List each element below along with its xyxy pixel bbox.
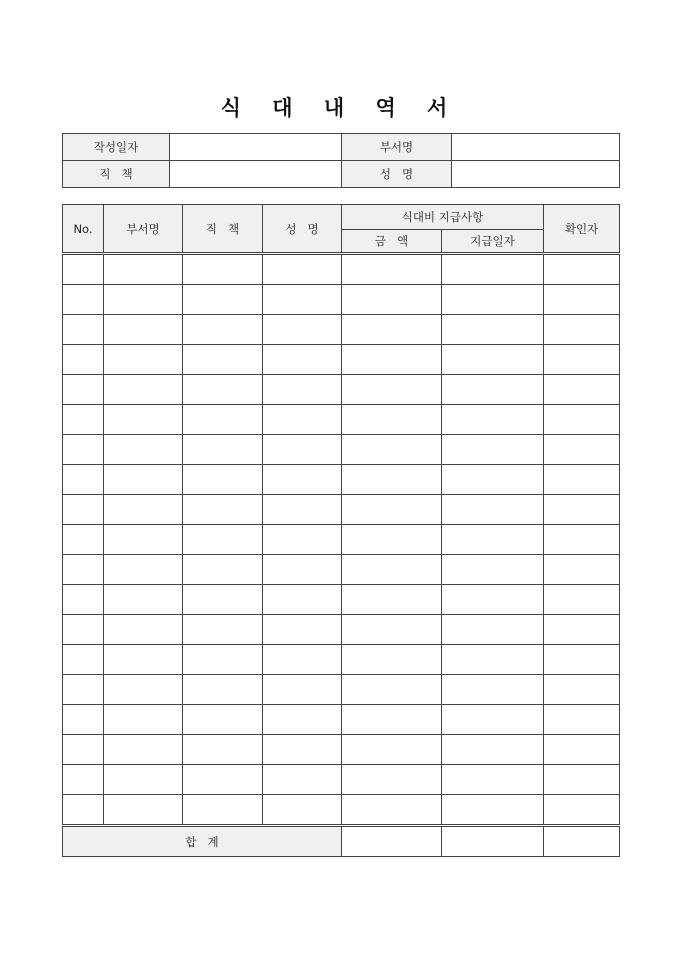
cell-pay-date[interactable]: [442, 315, 544, 345]
cell-pay-date[interactable]: [442, 405, 544, 435]
cell-dept[interactable]: [104, 735, 183, 765]
cell-position[interactable]: [183, 735, 263, 765]
cell-position[interactable]: [183, 495, 263, 525]
header-no: No.: [63, 205, 104, 254]
table-row: [63, 525, 620, 555]
cell-dept[interactable]: [104, 495, 183, 525]
position-field[interactable]: [170, 161, 342, 188]
cell-name[interactable]: [263, 795, 342, 826]
table-row: [63, 615, 620, 645]
cell-amount[interactable]: [342, 585, 442, 615]
table-row: [63, 585, 620, 615]
cell-pay-date[interactable]: [442, 555, 544, 585]
cell-amount[interactable]: [342, 375, 442, 405]
cell-amount[interactable]: [342, 735, 442, 765]
header-position: 직 책: [183, 205, 263, 254]
cell-no[interactable]: [63, 765, 104, 795]
cell-dept[interactable]: [104, 375, 183, 405]
cell-confirmer[interactable]: [544, 795, 620, 826]
header-pay-date: 지급일자: [442, 230, 544, 254]
cell-amount[interactable]: [342, 465, 442, 495]
table-row: [63, 495, 620, 525]
cell-dept[interactable]: [104, 765, 183, 795]
cell-position[interactable]: [183, 345, 263, 375]
cell-name[interactable]: [263, 765, 342, 795]
cell-position[interactable]: [183, 765, 263, 795]
cell-confirmer[interactable]: [544, 465, 620, 495]
cell-amount[interactable]: [342, 765, 442, 795]
cell-pay-date[interactable]: [442, 465, 544, 495]
total-confirmer-cell[interactable]: [544, 826, 620, 857]
header-dept: 부서명: [104, 205, 183, 254]
position-label: 직 책: [63, 161, 170, 188]
cell-name[interactable]: [263, 465, 342, 495]
dept-field[interactable]: [452, 134, 620, 161]
cell-confirmer[interactable]: [544, 375, 620, 405]
table-row: [63, 735, 620, 765]
dept-label: 부서명: [342, 134, 452, 161]
cell-name[interactable]: [263, 495, 342, 525]
cell-amount[interactable]: [342, 285, 442, 315]
cell-name[interactable]: [263, 615, 342, 645]
cell-dept[interactable]: [104, 254, 183, 285]
cell-dept[interactable]: [104, 705, 183, 735]
cell-name[interactable]: [263, 705, 342, 735]
cell-position[interactable]: [183, 254, 263, 285]
info-table: [62, 133, 620, 188]
cell-no[interactable]: [63, 585, 104, 615]
cell-amount[interactable]: [342, 435, 442, 465]
cell-position[interactable]: [183, 405, 263, 435]
cell-confirmer[interactable]: [544, 405, 620, 435]
cell-no[interactable]: [63, 375, 104, 405]
table-row: [63, 645, 620, 675]
cell-amount[interactable]: [342, 555, 442, 585]
cell-amount[interactable]: [342, 345, 442, 375]
cell-confirmer[interactable]: [544, 345, 620, 375]
cell-amount[interactable]: [342, 254, 442, 285]
cell-name[interactable]: [263, 735, 342, 765]
cell-name[interactable]: [263, 375, 342, 405]
cell-pay-date[interactable]: [442, 525, 544, 555]
cell-no[interactable]: [63, 555, 104, 585]
cell-confirmer[interactable]: [544, 525, 620, 555]
cell-dept[interactable]: [104, 615, 183, 645]
cell-amount[interactable]: [342, 525, 442, 555]
cell-confirmer[interactable]: [544, 254, 620, 285]
cell-dept[interactable]: [104, 585, 183, 615]
cell-name[interactable]: [263, 345, 342, 375]
cell-amount[interactable]: [342, 645, 442, 675]
header-confirmer: 확인자: [544, 205, 620, 254]
cell-dept[interactable]: [104, 405, 183, 435]
cell-name[interactable]: [263, 435, 342, 465]
cell-dept[interactable]: [104, 285, 183, 315]
cell-pay-date[interactable]: [442, 705, 544, 735]
cell-pay-date[interactable]: [442, 375, 544, 405]
cell-name[interactable]: [263, 645, 342, 675]
cell-dept[interactable]: [104, 465, 183, 495]
cell-confirmer[interactable]: [544, 435, 620, 465]
cell-pay-date[interactable]: [442, 495, 544, 525]
cell-position[interactable]: [183, 585, 263, 615]
cell-confirmer[interactable]: [544, 705, 620, 735]
table-body: [63, 254, 620, 826]
cell-no[interactable]: [63, 615, 104, 645]
cell-amount[interactable]: [342, 705, 442, 735]
cell-pay-date[interactable]: [442, 615, 544, 645]
cell-confirmer[interactable]: [544, 315, 620, 345]
cell-position[interactable]: [183, 315, 263, 345]
cell-no[interactable]: [63, 795, 104, 826]
table-row: [63, 795, 620, 826]
name-label: 성 명: [342, 161, 452, 188]
name-field[interactable]: [452, 161, 620, 188]
cell-name[interactable]: [263, 525, 342, 555]
cell-no[interactable]: [63, 705, 104, 735]
cell-name[interactable]: [263, 315, 342, 345]
cell-confirmer[interactable]: [544, 555, 620, 585]
document-title: 식 대 내 역 서: [220, 96, 460, 120]
table-row: [63, 705, 620, 735]
cell-position[interactable]: [183, 375, 263, 405]
cell-no[interactable]: [63, 345, 104, 375]
total-pay-date-cell[interactable]: [442, 826, 544, 857]
cell-amount[interactable]: [342, 675, 442, 705]
header-amount: 금 액: [342, 230, 442, 254]
cell-no[interactable]: [63, 315, 104, 345]
cell-position[interactable]: [183, 795, 263, 826]
table-row: [63, 254, 620, 285]
cell-dept[interactable]: [104, 345, 183, 375]
cell-no[interactable]: [63, 675, 104, 705]
table-row: [63, 315, 620, 345]
cell-dept[interactable]: [104, 555, 183, 585]
table-row: [63, 435, 620, 465]
cell-pay-date[interactable]: [442, 585, 544, 615]
cell-name[interactable]: [263, 555, 342, 585]
cell-pay-date[interactable]: [442, 254, 544, 285]
table-row: [63, 555, 620, 585]
cell-no[interactable]: [63, 285, 104, 315]
cell-name[interactable]: [263, 285, 342, 315]
cell-amount[interactable]: [342, 315, 442, 345]
cell-no[interactable]: [63, 495, 104, 525]
total-label: 합 계: [63, 826, 342, 857]
table-row: [63, 345, 620, 375]
cell-position[interactable]: [183, 525, 263, 555]
cell-no[interactable]: [63, 525, 104, 555]
cell-name[interactable]: [263, 675, 342, 705]
cell-position[interactable]: [183, 465, 263, 495]
cell-no[interactable]: [63, 405, 104, 435]
table-row: [63, 765, 620, 795]
cell-pay-date[interactable]: [442, 645, 544, 675]
total-amount-cell[interactable]: [342, 826, 442, 857]
cell-no[interactable]: [63, 645, 104, 675]
cell-dept[interactable]: [104, 525, 183, 555]
cell-pay-date[interactable]: [442, 735, 544, 765]
header-name: 성 명: [263, 205, 342, 254]
cell-confirmer[interactable]: [544, 645, 620, 675]
cell-position[interactable]: [183, 435, 263, 465]
cell-dept[interactable]: [104, 645, 183, 675]
date-field[interactable]: [170, 134, 342, 161]
cell-dept[interactable]: [104, 315, 183, 345]
table-row: [63, 675, 620, 705]
table-row: [63, 375, 620, 405]
cell-confirmer[interactable]: [544, 495, 620, 525]
table-row: [63, 465, 620, 495]
table-row: [63, 285, 620, 315]
cell-position[interactable]: [183, 645, 263, 675]
header-meal-group: 식대비 지급사항: [342, 205, 544, 230]
cell-confirmer[interactable]: [544, 285, 620, 315]
cell-confirmer[interactable]: [544, 615, 620, 645]
cell-amount[interactable]: [342, 615, 442, 645]
meal-expense-table: [62, 204, 620, 857]
cell-pay-date[interactable]: [442, 435, 544, 465]
cell-name[interactable]: [263, 585, 342, 615]
cell-confirmer[interactable]: [544, 585, 620, 615]
cell-pay-date[interactable]: [442, 765, 544, 795]
cell-position[interactable]: [183, 675, 263, 705]
cell-amount[interactable]: [342, 405, 442, 435]
cell-position[interactable]: [183, 285, 263, 315]
cell-dept[interactable]: [104, 675, 183, 705]
cell-position[interactable]: [183, 615, 263, 645]
date-label: 작성일자: [63, 134, 170, 161]
cell-no[interactable]: [63, 254, 104, 285]
cell-amount[interactable]: [342, 495, 442, 525]
cell-confirmer[interactable]: [544, 675, 620, 705]
table-row: [63, 405, 620, 435]
cell-amount[interactable]: [342, 795, 442, 826]
cell-name[interactable]: [263, 405, 342, 435]
cell-pay-date[interactable]: [442, 795, 544, 826]
cell-confirmer[interactable]: [544, 765, 620, 795]
cell-pay-date[interactable]: [442, 675, 544, 705]
cell-dept[interactable]: [104, 435, 183, 465]
cell-confirmer[interactable]: [544, 735, 620, 765]
cell-pay-date[interactable]: [442, 285, 544, 315]
cell-name[interactable]: [263, 254, 342, 285]
cell-no[interactable]: [63, 735, 104, 765]
cell-no[interactable]: [63, 465, 104, 495]
cell-dept[interactable]: [104, 795, 183, 826]
cell-position[interactable]: [183, 555, 263, 585]
cell-pay-date[interactable]: [442, 345, 544, 375]
cell-no[interactable]: [63, 435, 104, 465]
cell-position[interactable]: [183, 705, 263, 735]
